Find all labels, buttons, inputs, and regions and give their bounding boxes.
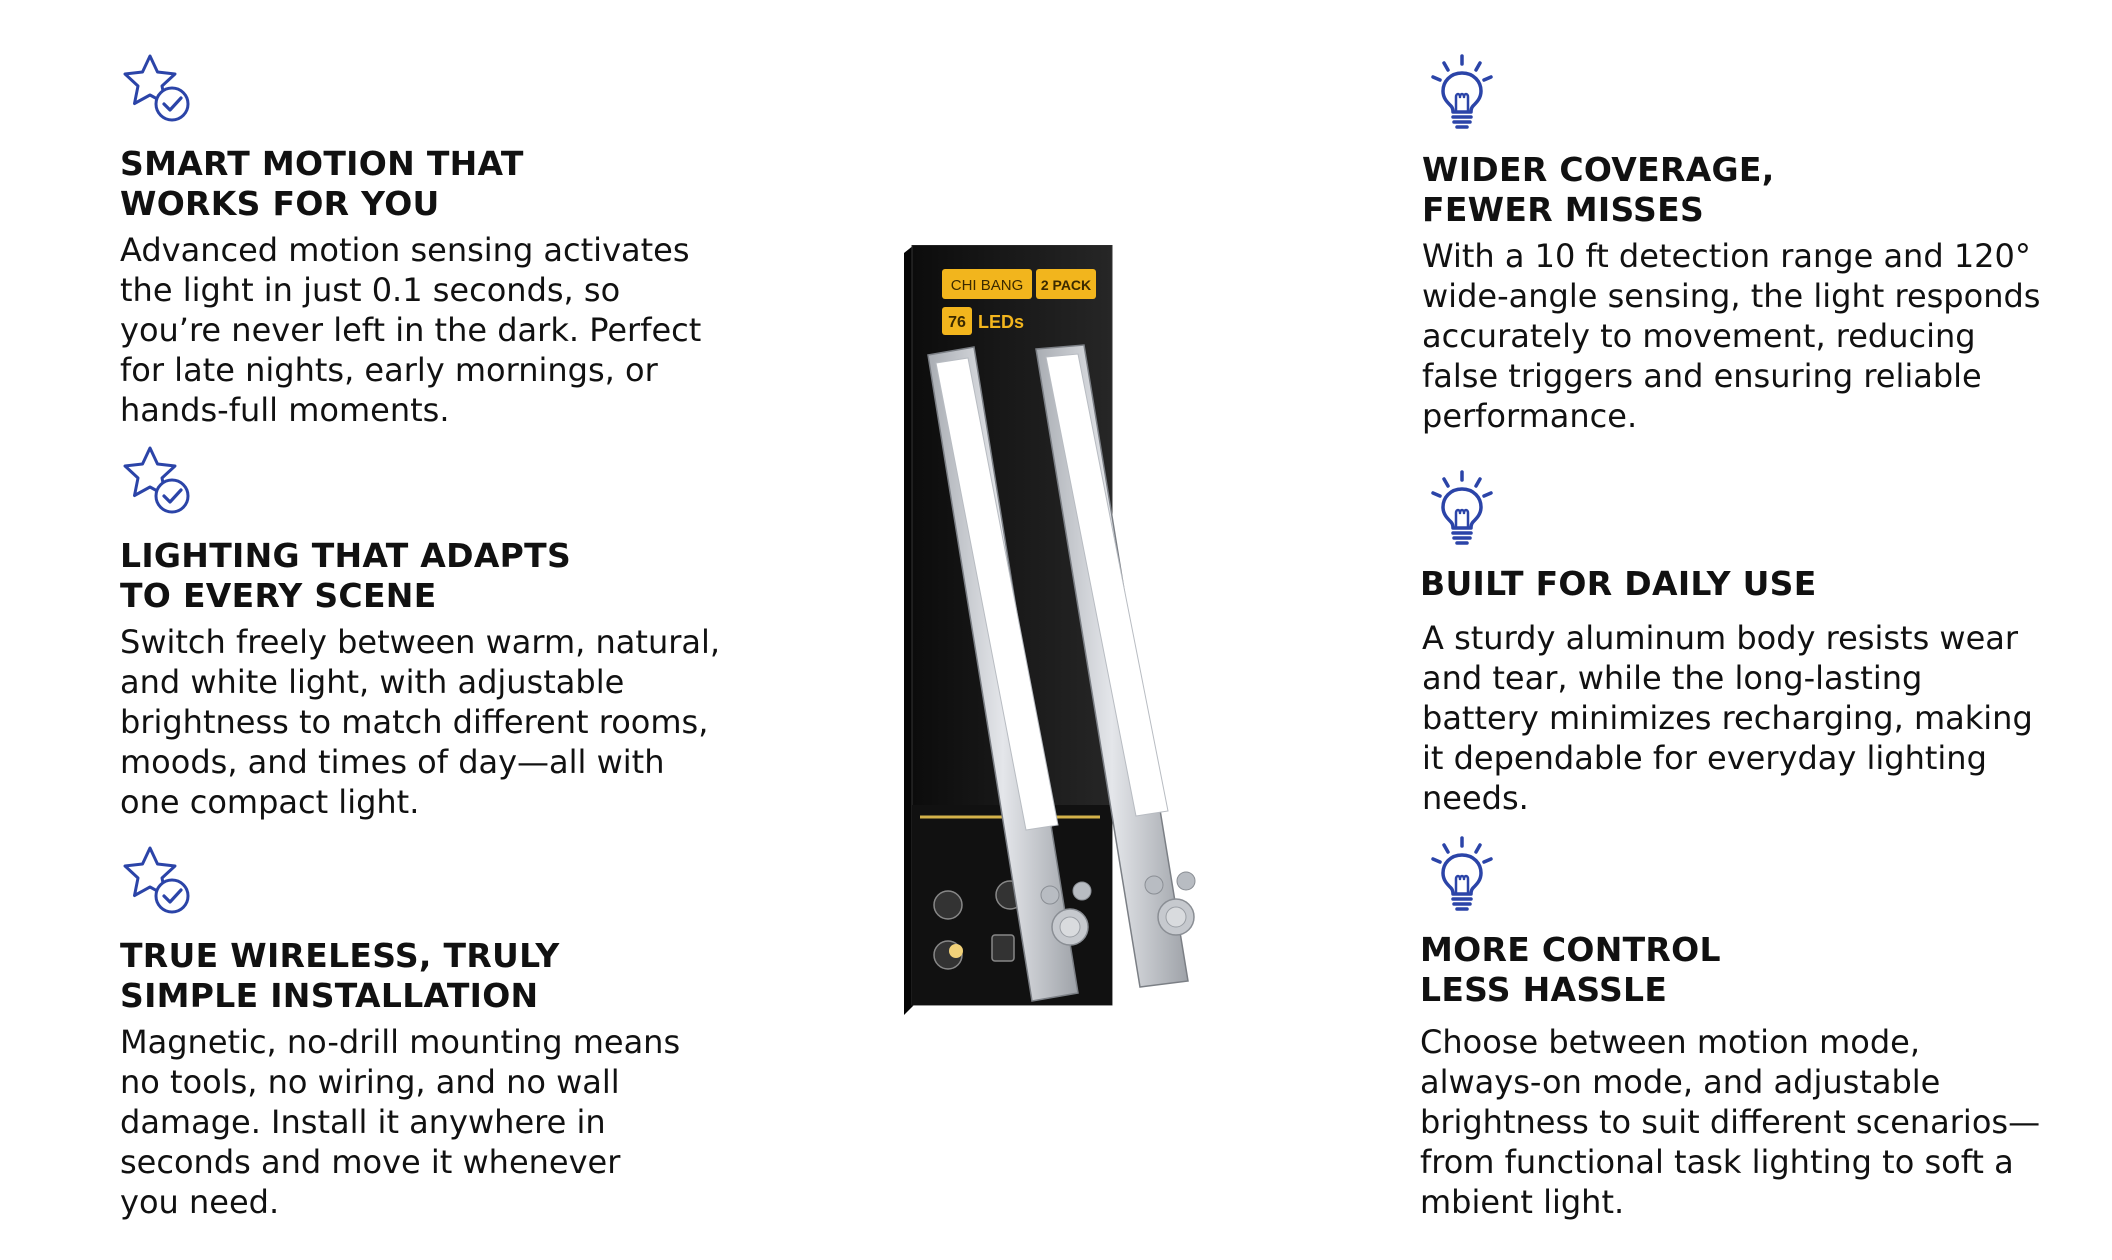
lightbulb-icon	[1422, 834, 1502, 914]
feature-title: TRUE WIRELESS, TRULY SIMPLE INSTALLATION	[120, 936, 560, 1015]
feature-title: WIDER COVERAGE, FEWER MISSES	[1422, 150, 1775, 229]
feature-body: Advanced motion sensing activates the light in just 0.1 seconds, so you’re never left in the dark. Perfect for late nights, early mornings, or hands-full moments.	[120, 231, 702, 429]
led-count-badge	[942, 307, 1024, 335]
feature-built-daily-use	[1420, 468, 2033, 818]
feature-title: BUILT FOR DAILY USE	[1420, 564, 1817, 603]
lightbulb-icon	[1422, 52, 1502, 132]
feature-true-wireless	[120, 842, 680, 1222]
feature-body: Magnetic, no-drill mounting means no tools, no wiring, and no wall damage. Install it anywhere in seconds and move it whenever you need.	[120, 1023, 681, 1221]
pack-badge	[1036, 269, 1096, 299]
feature-more-control	[1420, 834, 2040, 1222]
lightbulb-icon	[1422, 468, 1502, 548]
svg-text:76: 76	[948, 314, 966, 331]
brand-badge	[942, 269, 1032, 299]
feature-title: SMART MOTION THAT WORKS FOR YOU	[120, 144, 524, 223]
feature-title: MORE CONTROL LESS HASSLE	[1420, 930, 1721, 1009]
feature-body: A sturdy aluminum body resists wear and tear, while the long-lasting battery minimizes recharging, making it dependable for everyday lighting needs.	[1422, 619, 2033, 817]
star-check-icon	[120, 442, 200, 522]
feature-smart-motion	[120, 50, 701, 430]
product-image	[900, 245, 1260, 1025]
svg-text:2 PACK: 2 PACK	[1040, 277, 1092, 293]
feature-body: Switch freely between warm, natural, and white light, with adjustable brightness to match different rooms, moods, and times of day—all with one compact light.	[120, 623, 721, 821]
feature-title: LIGHTING THAT ADAPTS TO EVERY SCENE	[120, 536, 572, 615]
feature-lighting-adapts	[120, 442, 720, 822]
star-check-icon	[120, 842, 200, 922]
svg-text:LEDs: LEDs	[978, 312, 1025, 332]
feature-wider-coverage	[1422, 52, 2040, 436]
feature-body: Choose between motion mode, always-on mode, and adjustable brightness to suit different scenarios— from functional task lighting to soft a mbient light.	[1420, 1023, 2041, 1221]
svg-text:CHI BANG: CHI BANG	[950, 277, 1024, 294]
feature-body: With a 10 ft detection range and 120° wide-angle sensing, the light responds accurately to movement, reducing false triggers and ensuring reliable performance.	[1422, 237, 2041, 435]
star-check-icon	[120, 50, 200, 130]
